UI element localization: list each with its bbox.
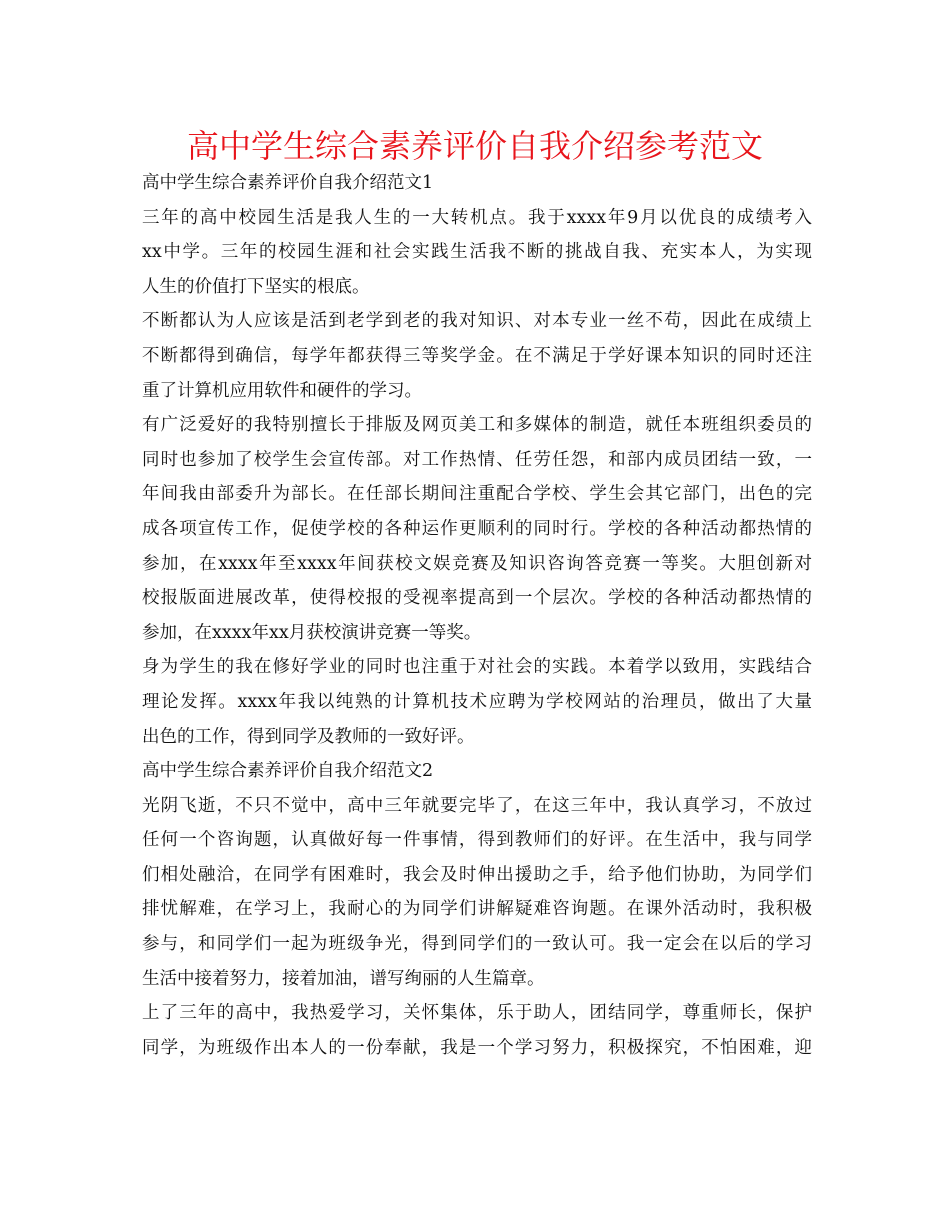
body-line: 任何一个咨询题，认真做好每一件事情，得到教师们的好评。在生活中，我与同学 [142,830,812,851]
body-line: 高中学生综合素养评价自我介绍范文2 [142,761,434,782]
body-line: 们相处融洽，在同学有困难时，我会及时伸出援助之手，给予他们协助，为同学们 [142,864,812,885]
body-line: 年间我由部委升为部长。在任部长期间注重配合学校、学生会其它部门，出色的完 [142,484,812,505]
body-line: 身为学生的我在修好学业的同时也注重于对社会的实践。本着学以致用，实践结合 [142,657,812,678]
document-body [142,166,812,1065]
body-line: 上了三年的高中，我热爱学习，关怀集体，乐于助人，团结同学，尊重师长，保护 [142,1003,812,1024]
body-line: 成各项宣传工作，促使学校的各种运作更顺利的同时行。学校的各种活动都热情的 [142,518,812,539]
body-line: 校报版面进展改革，使得校报的受视率提高到一个层次。学校的各种活动都热情的 [142,588,812,609]
body-line: 参加，在xxxx年xx月获校演讲竞赛一等奖。 [142,622,482,643]
body-line: 重了计算机应用软件和硬件的学习。 [142,380,422,401]
body-line: 理论发挥。xxxx年我以纯熟的计算机技术应聘为学校网站的治理员，做出了大量 [142,691,812,712]
body-line: 出色的工作，得到同学及教师的一致好评。 [142,726,475,747]
body-line: 排忧解难，在学习上，我耐心的为同学们讲解疑难咨询题。在课外活动时，我积极 [142,899,812,920]
body-line: 生活中接着努力，接着加油，谱写绚丽的人生篇章。 [142,968,545,989]
body-line: 参加，在xxxx年至xxxx年间获校文娱竞赛及知识咨询答竞赛一等奖。大胆创新对 [142,553,812,574]
body-line: 同学，为班级作出本人的一份奉献，我是一个学习努力，积极探究，不怕困难，迎 [142,1037,812,1058]
document-title: 高中学生综合素养评价自我介绍参考范文 [186,127,763,165]
body-line: 参与，和同学们一起为班级争光，得到同学们的一致认可。我一定会在以后的学习 [142,934,812,955]
body-line: 有广泛爱好的我特别擅长于排版及网页美工和多媒体的制造，就任本班组织委员的 [142,415,812,436]
body-line: 光阴飞逝，不只不觉中，高中三年就要完毕了，在这三年中，我认真学习，不放过 [142,795,812,816]
body-line: 三年的高中校园生活是我人生的一大转机点。我于xxxx年9月以优良的成绩考入 [142,207,812,228]
body-line: 不断都认为人应该是活到老学到老的我对知识、对本专业一丝不苟，因此在成绩上 [142,311,812,332]
body-line: 人生的价值打下坚实的根底。 [142,276,370,297]
body-line: 高中学生综合素养评价自我介绍范文1 [142,173,434,193]
body-line: 不断都得到确信，每学年都获得三等奖学金。在不满足于学好课本知识的同时还注 [142,345,812,366]
body-line: xx中学。三年的校园生涯和社会实践生活我不断的挑战自我、充实本人，为实现 [142,242,812,263]
body-line: 同时也参加了校学生会宣传部。对工作热情、任劳任怨，和部内成员团结一致，一 [142,449,812,470]
